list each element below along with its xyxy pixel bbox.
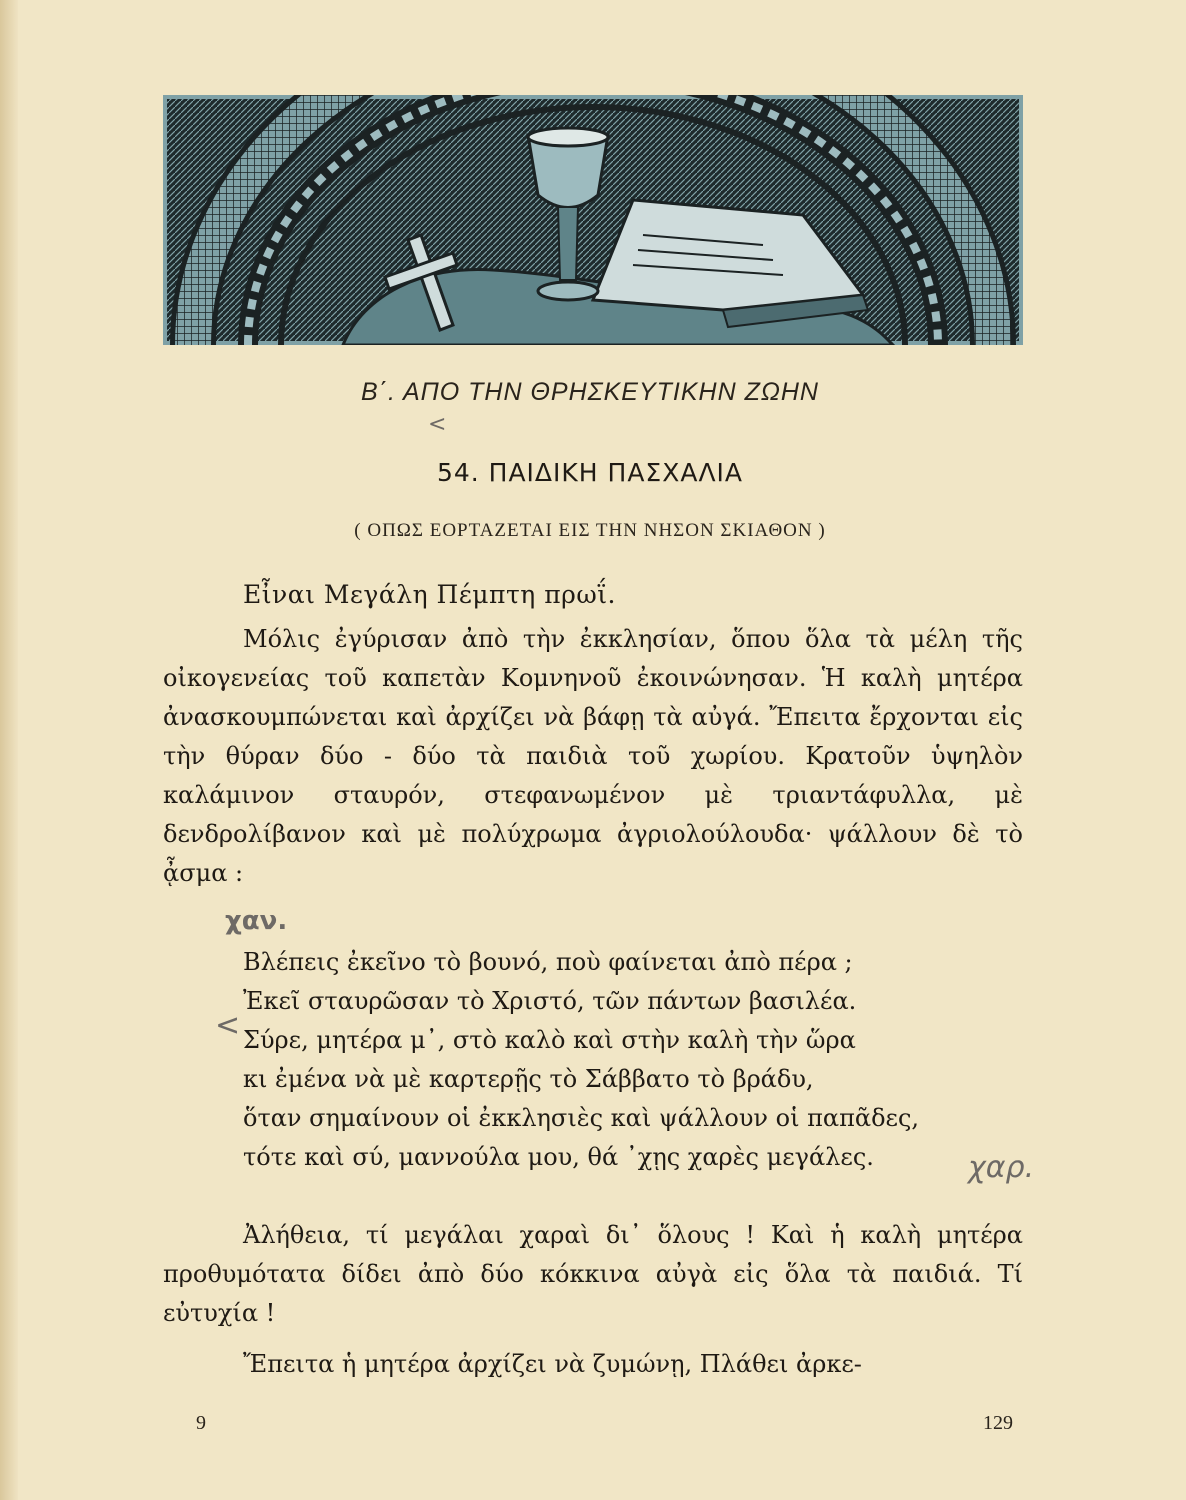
verse-line: Ἐκεῖ σταυρῶσαν τὸ Χριστό, τῶν πάντων βασιλέα. [243,987,857,1015]
verse-line: τότε καὶ σύ, μαννούλα μου, θά ᾿χῃς χαρὲς μεγάλες. [243,1143,874,1171]
verse-line: Σύρε, μητέρα μ᾿, στὸ καλὸ καὶ στὴν καλὴ τὴν ὥρα [243,1026,856,1054]
section-heading: Β΄. ΑΠΟ ΤΗΝ ΘΡΗΣΚΕΥΤΙΚΗΝ ΖΩΗΝ [360,378,819,406]
pencil-mark-margin: < [215,1008,241,1043]
paragraph-2: Ἀλήθεια, τί μεγάλαι χαραὶ δι᾿ ὅλους ! Καὶ ἡ καλὴ μητέρα προθυμότατα δίδει ἀπὸ δύο κόκκινα αὐγὰ εἰς ὅλα τὰ παιδιά. Τί εὐτυχία ! [163,1221,1023,1327]
opening-line: Εἶναι Μεγάλη Πέμπτη πρωΐ. [243,580,616,609]
pencil-mark-end: χαρ. [968,1150,1035,1185]
verse-line: Βλέπεις ἐκεῖνο τὸ βουνό, ποὺ φαίνεται ἀπὸ πέρα ; [243,948,853,976]
chalice-book-illustration [163,95,1023,345]
signature-mark: 9 [196,1412,206,1434]
verse-line: κι ἐμένα νὰ μὲ καρτερῇς τὸ Σάββατο τὸ βράδυ, [243,1065,814,1093]
paragraph-1: Μόλις ἐγύρισαν ἀπὸ τὴν ἐκκλησίαν, ὅπου ὅλα τὰ μέλη τῆς οἰκογενείας τοῦ καπετὰν Κομνηνοῦ ἐκοινώνησαν. Ἡ καλὴ μητέρα ἀνασκουμπώνεται καὶ ἀρχίζει νὰ βάφῃ τὰ αὐγά. Ἔπειτα ἔρχονται εἰς τὴν θύραν δύο - δύο τὰ παιδιὰ τοῦ χωρίου. Κρατοῦν ὑψηλὸν καλάμινον σταυρόν, στεφανωμένον μὲ τριαντάφυλλα, μὲ δενδρολίβανον καὶ μὲ πολύχρωμα ἀγριολούλουδα· ψάλλουν δὲ τὸ ᾆσμα : [163,625,1023,887]
chapter-subtitle: ( ΟΠΩΣ ΕΟΡΤΑΖΕΤΑΙ ΕΙΣ ΤΗΝ ΝΗΣΟΝ ΣΚΙΑΘΟΝ ) [354,520,826,541]
chapter-title: 54. ΠΑΙΔΙΚΗ ΠΑΣΧΑΛΙΑ [436,458,744,487]
pencil-mark-heading: < [428,412,447,437]
page-binding-edge [0,0,18,1500]
pencil-mark-verse: χαν. [225,906,288,936]
page-number: 129 [983,1412,1013,1434]
verse-line: ὅταν σημαίνουν οἱ ἐκκλησιὲς καὶ ψάλλουν οἱ παπᾶδες, [243,1104,920,1132]
paragraph-3: Ἔπειτα ἡ μητέρα ἀρχίζει νὰ ζυμώνῃ, Πλάθει ἀρκε- [243,1350,862,1378]
